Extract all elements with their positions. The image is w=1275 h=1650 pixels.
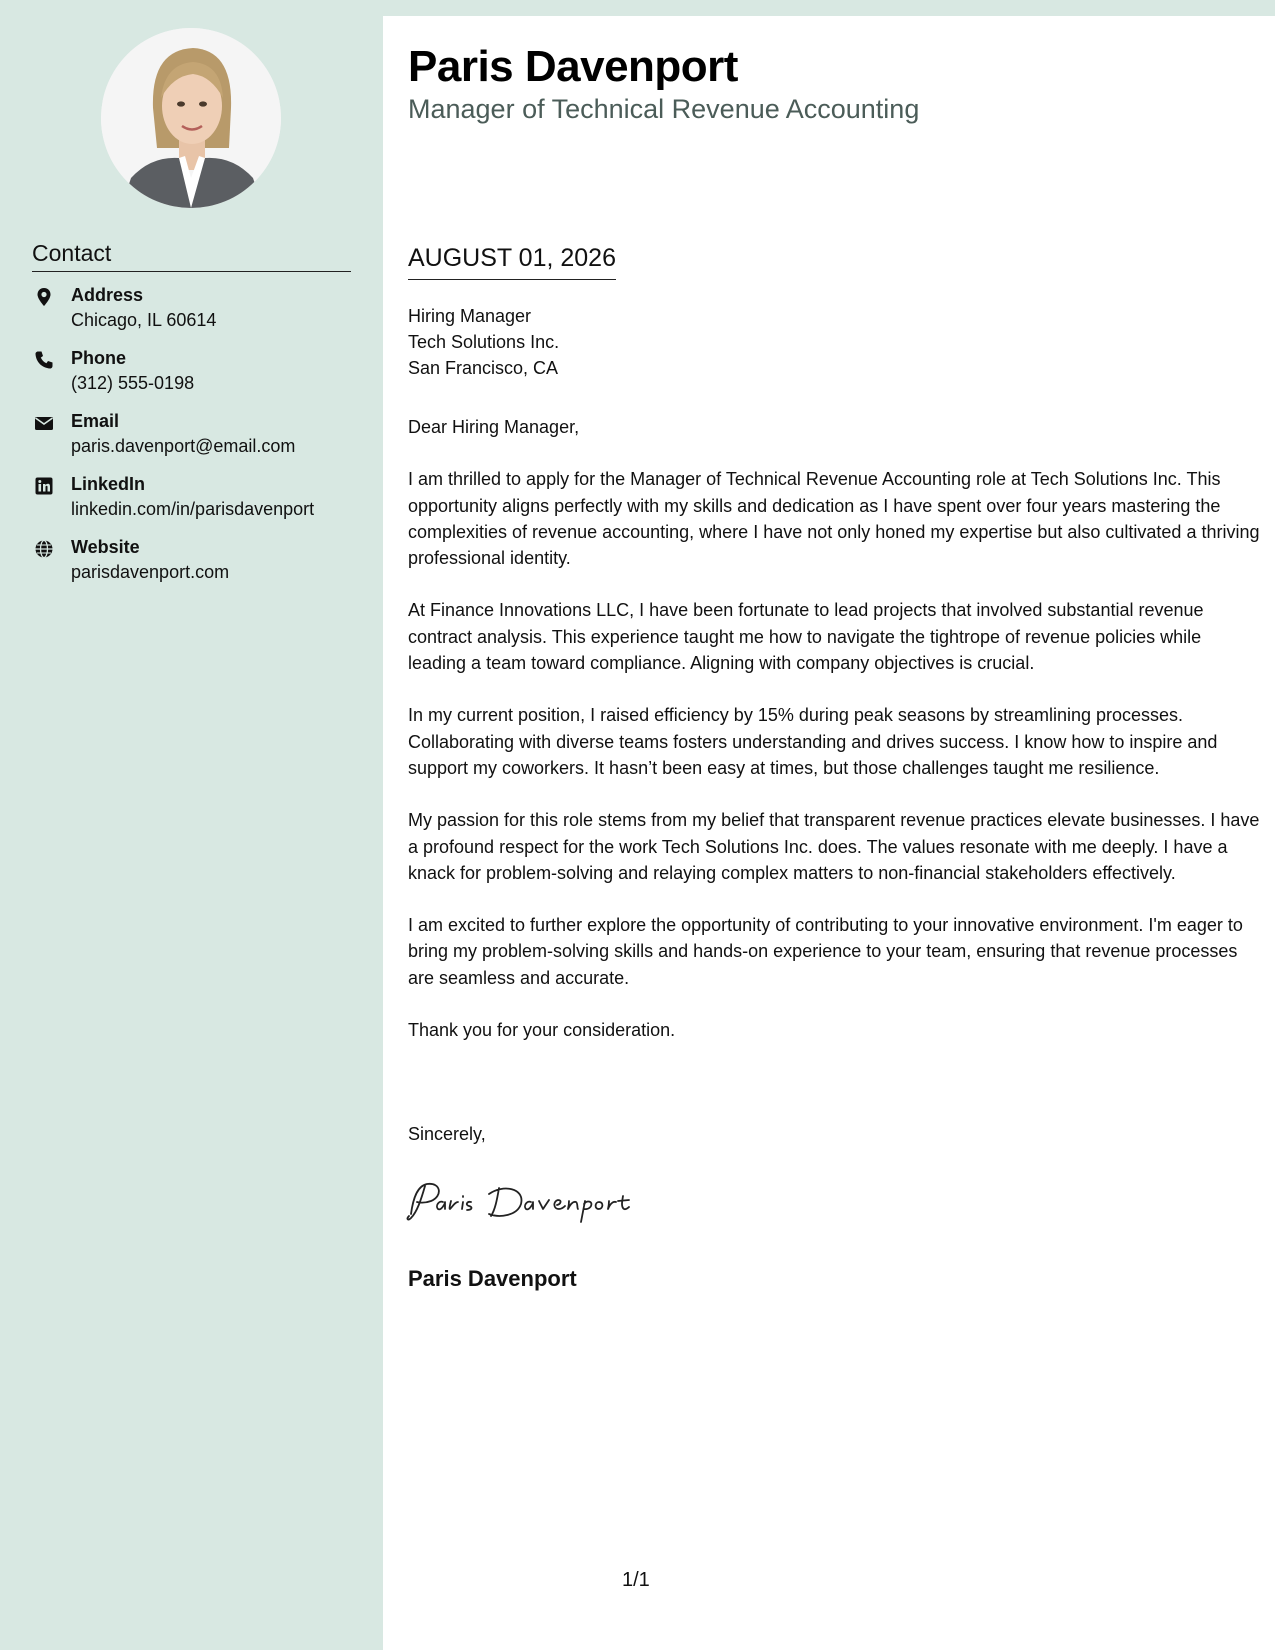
envelope-icon xyxy=(34,413,54,433)
body-paragraph: I am excited to further explore the opportunity of contributing to your innovative environment. I'm eager to bring my problem-solving skills and hands-on experience to your team, ensuring that revenue processes are seamless and accurate. xyxy=(408,915,1243,988)
recipient-block xyxy=(408,303,559,381)
linkedin-value: linkedin.com/in/parisdavenport xyxy=(71,499,315,519)
letter-body xyxy=(408,414,1263,1069)
phone-value: (312) 555-0198 xyxy=(71,373,195,393)
sidebar xyxy=(0,0,383,1650)
contact-heading: Contact xyxy=(32,240,351,272)
recipient-line: San Francisco, CA xyxy=(408,358,559,378)
website-label: Website xyxy=(71,537,140,557)
address-label: Address xyxy=(71,285,144,305)
phone-icon xyxy=(34,350,54,370)
avatar xyxy=(101,28,281,208)
body-paragraph: I am thrilled to apply for the Manager of Technical Revenue Accounting role at Tech Solutions Inc. This opportunity aligns perfectly with my skills and dedication as I have spent over four years mastering the complexities of revenue accounting, where I have not only honed my expertise but also cultivated a thriving professional identity. xyxy=(408,469,1260,569)
profile-photo xyxy=(101,28,281,208)
contact-item-phone xyxy=(32,348,377,411)
contact-item-website xyxy=(32,537,377,600)
contact-item-email xyxy=(32,411,377,474)
email-value: paris.davenport@email.com xyxy=(71,436,296,456)
email-label: Email xyxy=(71,411,120,431)
handwritten-signature xyxy=(403,1174,683,1234)
recipient-line: Tech Solutions Inc. xyxy=(408,332,560,352)
contact-item-address xyxy=(32,285,377,348)
page-number: 1/1 xyxy=(622,1569,650,1591)
website-value: parisdavenport.com xyxy=(71,562,230,582)
contact-item-linkedin xyxy=(32,474,377,537)
phone-label: Phone xyxy=(71,348,127,368)
letter-page xyxy=(383,16,1275,1650)
greeting: Dear Hiring Manager, xyxy=(408,417,580,437)
contact-list xyxy=(32,285,377,600)
globe-icon xyxy=(34,539,54,559)
linkedin-label: LinkedIn xyxy=(71,474,146,494)
closing: Sincerely, xyxy=(408,1124,486,1144)
applicant-name: Paris Davenport xyxy=(408,42,738,91)
location-pin-icon xyxy=(34,287,54,307)
body-paragraph: My passion for this role stems from my belief that transparent revenue practices elevate businesses. I have a profound respect for the work Tech Solutions Inc. does. The values resonate with me deeply. I have a knack for problem-solving and relaying complex matters to non-financial stakeholders effectively. xyxy=(408,810,1260,883)
recipient-line: Hiring Manager xyxy=(408,306,532,326)
signer-name: Paris Davenport xyxy=(408,1266,577,1291)
letter-date: AUGUST 01, 2026 xyxy=(408,244,616,280)
job-title: Manager of Technical Revenue Accounting xyxy=(408,94,920,124)
body-paragraph: In my current position, I raised efficiency by 15% during peak seasons by streamlining processes. Collaborating with diverse teams fosters understanding and drives success. I know how to inspire and support my coworkers. It hasn’t been easy at times, but those challenges taught me resilience. xyxy=(408,705,1218,778)
address-value: Chicago, IL 60614 xyxy=(71,310,217,330)
body-paragraph: At Finance Innovations LLC, I have been fortunate to lead projects that involved substantial revenue contract analysis. This experience taught me how to navigate the tightrope of revenue policies while leading a team toward compliance. Aligning with company objectives is crucial. xyxy=(408,600,1204,674)
body-paragraph: Thank you for your consideration. xyxy=(408,1020,676,1041)
linkedin-icon xyxy=(34,476,54,496)
